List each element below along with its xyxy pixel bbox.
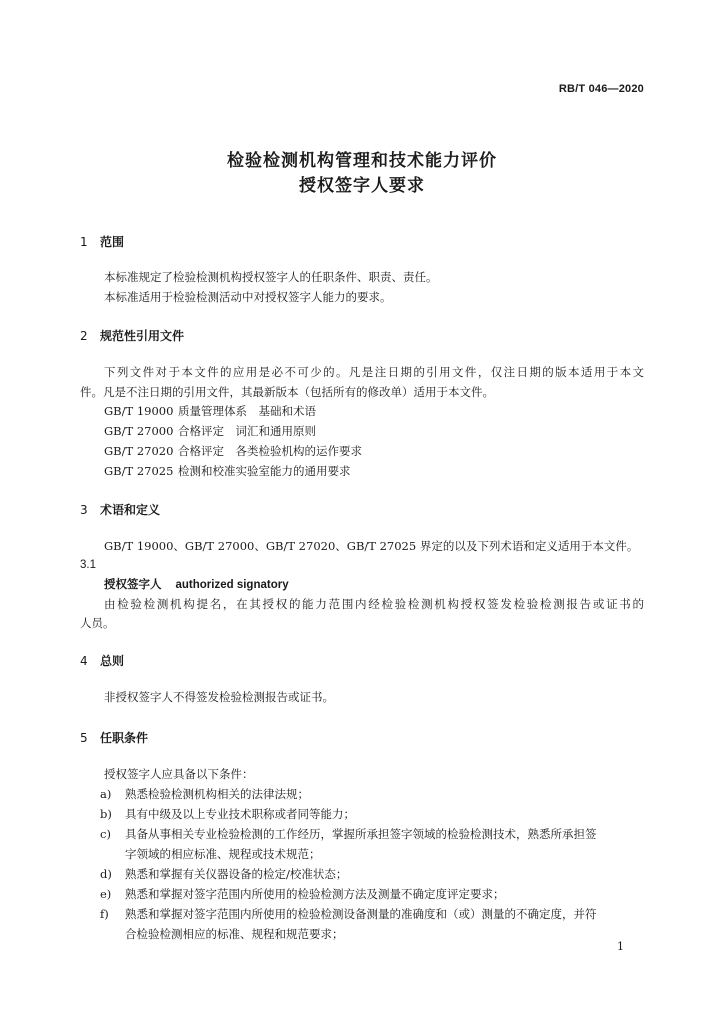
list-item-text: 具有中级及以上专业技术职称或者同等能力；	[125, 807, 355, 821]
reference-code: GB/T 27025	[104, 464, 174, 478]
list-item	[100, 886, 505, 902]
section-title: 范围	[100, 235, 125, 249]
list-item-marker: d)	[100, 867, 112, 881]
section-5-heading	[80, 729, 148, 746]
section-2-heading	[80, 327, 184, 344]
list-item	[100, 826, 597, 842]
list-item-text: 熟悉和掌握对签字范围内所使用的检验检测方法及测量不确定度评定要求；	[125, 887, 505, 901]
term-definition-line1: 由检验检测机构提名，在其授权的能力范围内经检验检测机构授权签发检验检测报告或证书的	[104, 597, 644, 611]
reference-item	[104, 423, 316, 439]
list-item-text: 熟悉和掌握有关仪器设备的检定/校准状态；	[125, 867, 348, 881]
list-item-marker: f)	[100, 907, 109, 921]
s2-paragraph-line1: 下列文件对于本文件的应用是必不可少的。凡是注日期的引用文件，仅注日期的版本适用于本文	[104, 365, 644, 379]
reference-title: 合格评定 词汇和通用原则	[178, 424, 316, 438]
reference-title: 质量管理体系 基础和术语	[178, 404, 316, 418]
list-item-text: 熟悉检验检测机构相关的法律法规；	[125, 787, 309, 801]
list-item-marker: c)	[100, 827, 111, 841]
s4-paragraph: 非授权签字人不得签发检验检测报告或证书。	[104, 690, 334, 704]
reference-title: 合格评定 各类检验机构的运作要求	[178, 444, 362, 458]
standard-code: RB/T 046—2020	[558, 83, 644, 95]
section-4-heading	[80, 652, 124, 669]
reference-item	[104, 443, 362, 459]
section-number: 5	[80, 731, 88, 745]
document-title-line2: 授权签字人要求	[299, 176, 425, 196]
list-item-marker: a)	[100, 787, 112, 801]
section-title: 术语和定义	[100, 503, 161, 517]
s5-intro: 授权签字人应具备以下条件：	[104, 767, 254, 781]
section-title: 规范性引用文件	[100, 329, 185, 343]
s1-paragraph-2: 本标准适用于检验检测活动中对授权签字人能力的要求。	[104, 290, 392, 304]
section-number: 4	[80, 654, 88, 668]
list-item	[100, 866, 347, 882]
page-number: 1	[617, 940, 624, 953]
list-item-marker: b)	[100, 807, 112, 821]
reference-item	[104, 463, 351, 479]
reference-code: GB/T 27020	[104, 444, 174, 458]
section-1-heading	[80, 233, 124, 250]
reference-item	[104, 403, 316, 419]
list-item-continuation: 字领域的相应标准、规程或技术规范；	[125, 847, 321, 861]
section-title: 总则	[100, 654, 125, 668]
section-title: 任职条件	[100, 731, 149, 745]
s3-paragraph: GB/T 19000、GB/T 27000、GB/T 27020、GB/T 27025 界定的以及下列术语和定义适用于本文件。	[104, 539, 639, 553]
list-item	[100, 806, 355, 822]
section-3-heading	[80, 501, 160, 518]
term-english: authorized signatory	[175, 579, 289, 591]
section-number: 2	[80, 329, 88, 343]
list-item-continuation: 合检验检测相应的标准、规程和规范要求；	[125, 927, 344, 941]
reference-code: GB/T 19000	[104, 404, 174, 418]
section-number: 3	[80, 503, 88, 517]
list-item	[100, 786, 309, 802]
list-item	[100, 906, 597, 922]
document-title-line1: 检验检测机构管理和技术能力评价	[227, 151, 497, 171]
term-number: 3.1	[80, 559, 96, 571]
term-entry	[104, 576, 289, 593]
list-item-text: 具备从事相关专业检验检测的工作经历，掌握所承担签字领域的检验检测技术，熟悉所承担签	[125, 827, 597, 841]
list-item-text: 熟悉和掌握对签字范围内所使用的检验检测设备测量的准确度和（或）测量的不确定度，并符	[125, 907, 597, 921]
term-definition-line2: 人员。	[80, 616, 115, 630]
s2-paragraph-line2: 件。凡是不注日期的引用文件，其最新版本（包括所有的修改单）适用于本文件。	[80, 385, 494, 399]
reference-code: GB/T 27000	[104, 424, 174, 438]
reference-title: 检测和校准实验室能力的通用要求	[178, 464, 351, 478]
section-number: 1	[80, 235, 88, 249]
list-item-marker: e)	[100, 887, 112, 901]
s1-paragraph-1: 本标准规定了检验检测机构授权签字人的任职条件、职责、责任。	[104, 270, 438, 284]
term-chinese: 授权签字人	[104, 577, 162, 591]
